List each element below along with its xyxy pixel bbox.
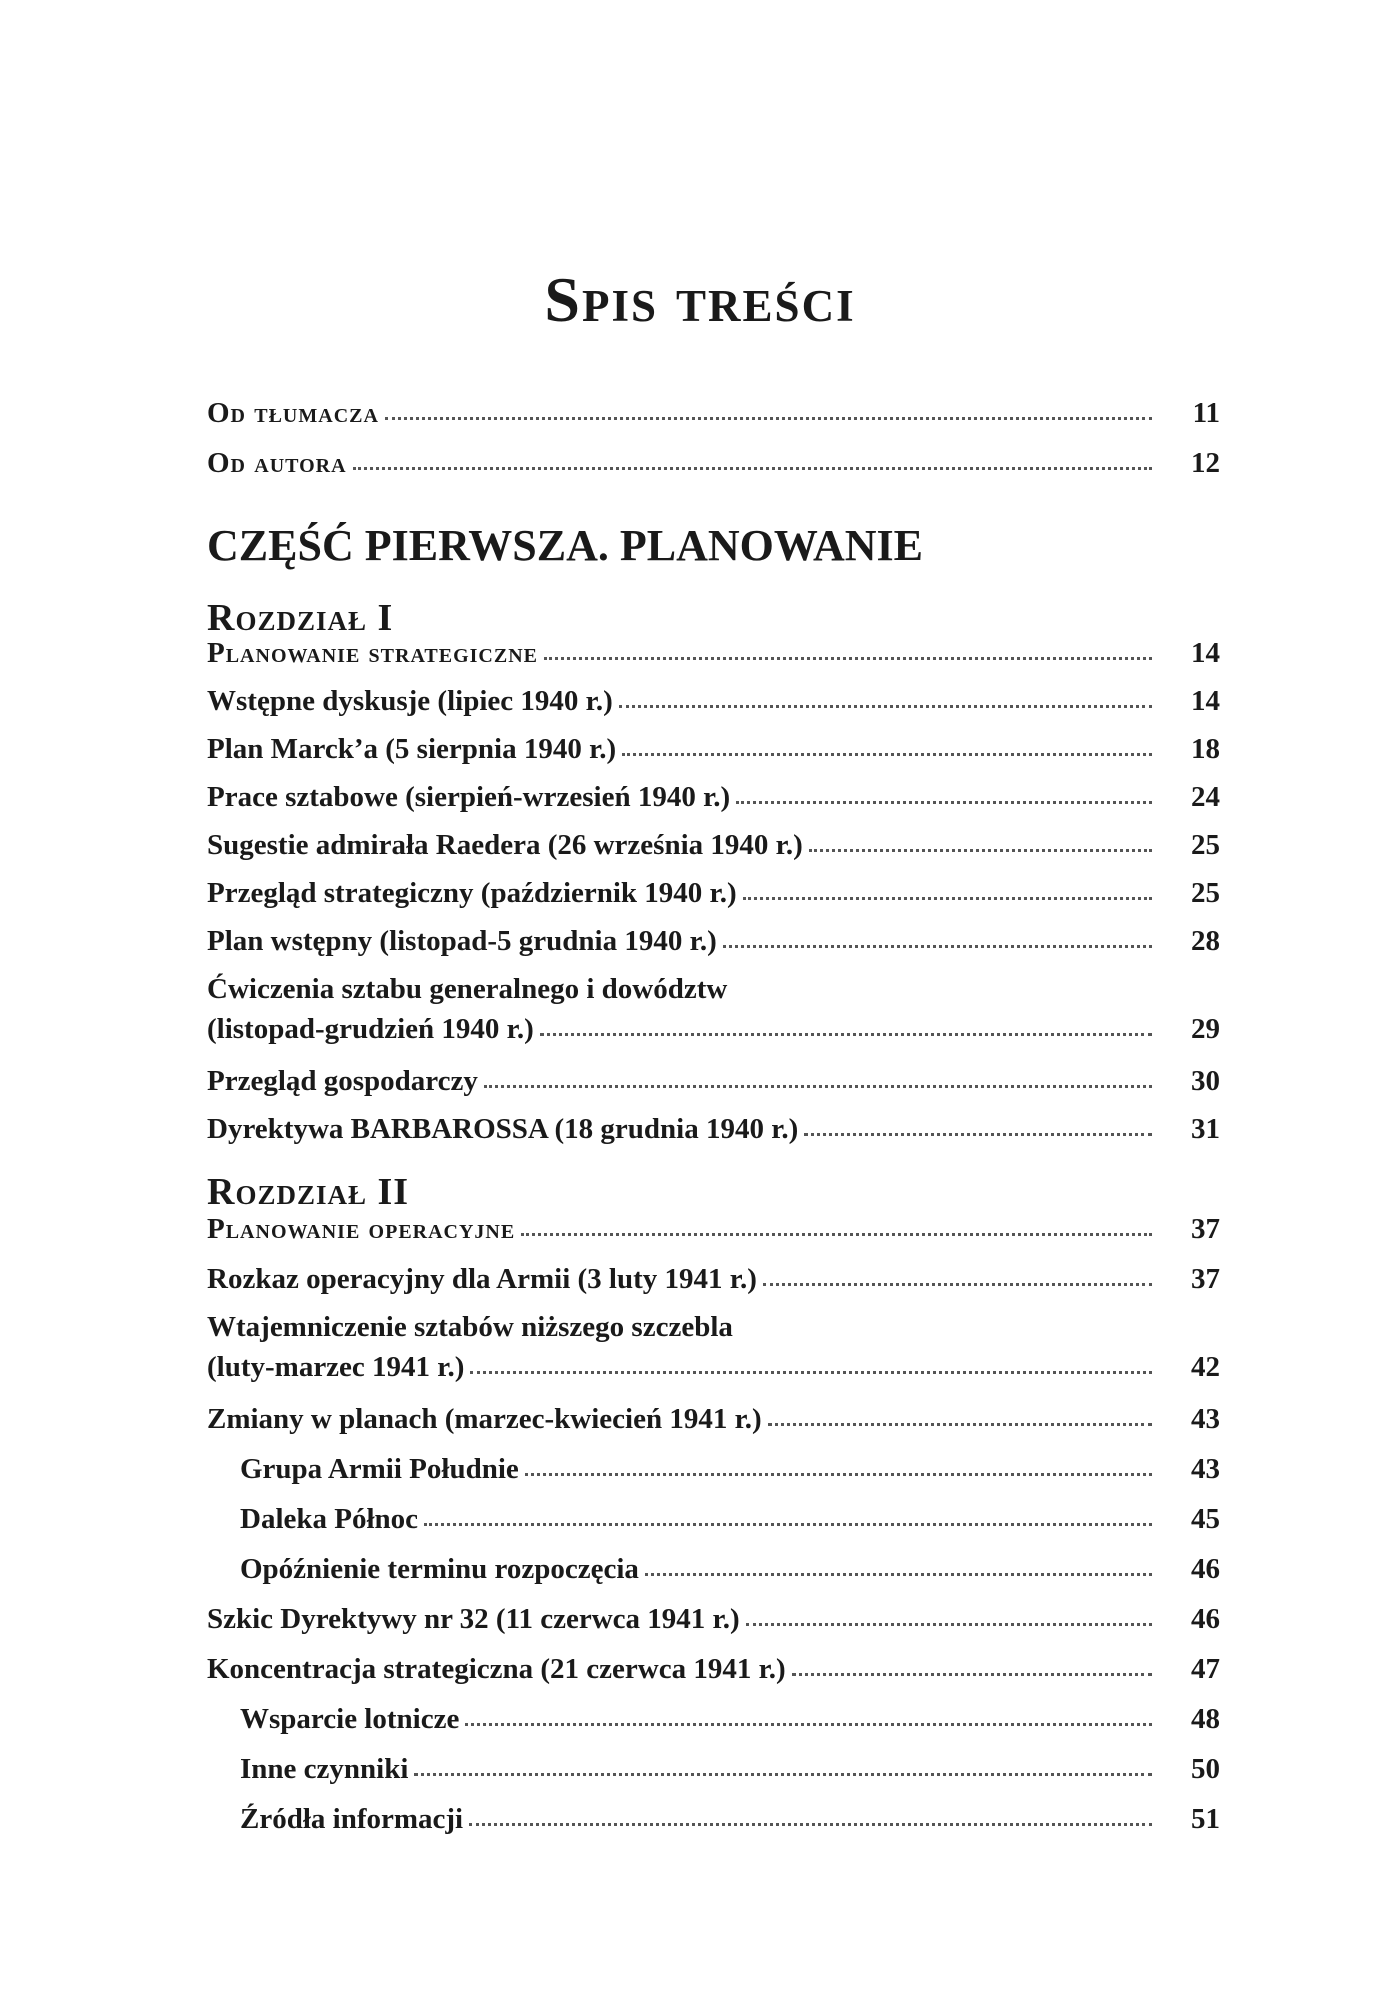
toc-entry-label: Opóźnienie terminu rozpoczęcia: [240, 1553, 639, 1585]
toc-entry-label: Inne czynniki: [240, 1753, 409, 1785]
dot-leader: [763, 1283, 1152, 1286]
toc-entry-label-line1: Ćwiczenia sztabu generalnego i dowództw: [207, 973, 728, 1005]
toc-entry-line2: [207, 1344, 1220, 1384]
toc-subentry[interactable]: [240, 1446, 1220, 1486]
toc-entry-label-line2: (listopad-grudzień 1940 r.): [207, 1013, 534, 1045]
toc-entry-label: Wsparcie lotnicze: [240, 1703, 460, 1735]
toc-entry[interactable]: [207, 1596, 1220, 1636]
toc-subentry[interactable]: [240, 1696, 1220, 1736]
dot-leader: [544, 657, 1152, 660]
toc-subentry[interactable]: [240, 1796, 1220, 1836]
toc-entry-page: 51: [1191, 1803, 1220, 1835]
toc-entry-page: 43: [1191, 1403, 1220, 1435]
toc-entry-label: Źródła informacji: [240, 1803, 464, 1835]
dot-leader: [484, 1085, 1152, 1088]
dot-leader: [723, 945, 1152, 948]
toc-entry-page: 43: [1191, 1453, 1220, 1485]
dot-leader: [353, 467, 1152, 470]
toc-entry-label: Prace sztabowe (sierpień-wrzesień 1940 r.): [207, 781, 731, 813]
toc-entry-page: 37: [1191, 1263, 1220, 1295]
toc-entry-label: Rozkaz operacyjny dla Armii (3 luty 1941 r.): [207, 1263, 757, 1295]
toc-entry[interactable]: [207, 1256, 1220, 1296]
toc-entry-page: 18: [1191, 733, 1220, 765]
toc-subentry[interactable]: [240, 1496, 1220, 1536]
toc-entry-multiline[interactable]: [207, 1310, 1220, 1384]
toc-entry-label: Sugestie admirała Raedera (26 września 1940 r.): [207, 829, 803, 861]
toc-entry-page: 46: [1191, 1603, 1220, 1635]
toc-entry-page: 48: [1191, 1703, 1220, 1735]
toc-entry-page: 11: [1192, 397, 1220, 429]
toc-entry-page: 14: [1191, 637, 1220, 669]
toc-entry[interactable]: [207, 1396, 1220, 1436]
dot-leader: [424, 1523, 1152, 1526]
part-heading: CZĘŚĆ PIERWSZA. PLANOWANIE: [207, 521, 924, 570]
toc-entry-label: Przegląd gospodarczy: [207, 1065, 478, 1097]
dot-leader: [809, 849, 1152, 852]
toc-entry-chapter-1-title[interactable]: [207, 630, 1220, 670]
toc-entry-page: 28: [1191, 925, 1220, 957]
dot-leader: [792, 1673, 1152, 1676]
dot-leader: [469, 1823, 1152, 1826]
toc-entry-label: Szkic Dyrektywy nr 32 (11 czerwca 1941 r.): [207, 1603, 740, 1635]
toc-entry-label: Od autora: [207, 447, 347, 479]
toc-entry-page: 25: [1191, 829, 1220, 861]
page-title: Spis treści: [544, 264, 856, 335]
toc-entry-label: Dyrektywa BARBAROSSA (18 grudnia 1940 r.): [207, 1113, 799, 1145]
dot-leader: [414, 1773, 1152, 1776]
toc-entry[interactable]: [207, 678, 1220, 718]
toc-entry[interactable]: [207, 774, 1220, 814]
toc-entry-label: Daleka Północ: [240, 1503, 419, 1535]
toc-entry[interactable]: [207, 918, 1220, 958]
toc-entry-page: 24: [1191, 781, 1220, 813]
toc-entry-line2: [207, 1006, 1220, 1046]
toc-entry-label-line2: (luty-marzec 1941 r.): [207, 1351, 465, 1383]
toc-entry-page: 12: [1191, 447, 1220, 479]
toc-entry-page: 31: [1191, 1113, 1220, 1145]
toc-entry[interactable]: [207, 1106, 1220, 1146]
dot-leader: [470, 1371, 1152, 1374]
dot-leader: [540, 1033, 1152, 1036]
dot-leader: [804, 1133, 1152, 1136]
toc-entry-page: 30: [1191, 1065, 1220, 1097]
chapter-heading-1: Rozdział I: [207, 597, 394, 639]
chapter-heading-2: Rozdział II: [207, 1171, 410, 1213]
toc-entry-label: Plan Marck’a (5 sierpnia 1940 r.): [207, 733, 617, 765]
toc-entry[interactable]: [207, 1058, 1220, 1098]
toc-entry-page: 14: [1191, 685, 1220, 717]
toc-entry-page: 37: [1191, 1213, 1220, 1245]
toc-entry-label: Zmiany w planach (marzec-kwiecień 1941 r.): [207, 1403, 762, 1435]
dot-leader: [619, 705, 1152, 708]
toc-entry-page: 50: [1191, 1753, 1220, 1785]
toc-entry[interactable]: [207, 1646, 1220, 1686]
toc-entry-label: Planowanie strategiczne: [207, 637, 538, 669]
toc-entry-od-autora[interactable]: [207, 440, 1220, 480]
dot-leader: [645, 1573, 1152, 1576]
toc-entry-page: 29: [1191, 1013, 1220, 1045]
dot-leader: [743, 897, 1152, 900]
dot-leader: [385, 417, 1152, 420]
toc-subentry[interactable]: [240, 1546, 1220, 1586]
toc-entry-page: 45: [1191, 1503, 1220, 1535]
dot-leader: [521, 1233, 1152, 1236]
dot-leader: [465, 1723, 1152, 1726]
toc-entry-label: Koncentracja strategiczna (21 czerwca 1941 r.): [207, 1653, 786, 1685]
toc-entry-page: 25: [1191, 877, 1220, 909]
dot-leader: [746, 1623, 1152, 1626]
toc-entry[interactable]: [207, 870, 1220, 910]
dot-leader: [736, 801, 1152, 804]
toc-entry-label: Grupa Armii Południe: [240, 1453, 519, 1485]
toc-entry-chapter-2-title[interactable]: [207, 1206, 1220, 1246]
toc-entry-label: Przegląd strategiczny (październik 1940 r.): [207, 877, 737, 909]
toc-entry-label: Plan wstępny (listopad-5 grudnia 1940 r.): [207, 925, 717, 957]
toc-entry-multiline[interactable]: [207, 972, 1220, 1046]
toc-entry[interactable]: [207, 822, 1220, 862]
dot-leader: [525, 1473, 1152, 1476]
toc-entry-page: 42: [1191, 1351, 1220, 1383]
toc-entry-label-line1: Wtajemniczenie sztabów niższego szczebla: [207, 1311, 733, 1343]
toc-entry-label: Od tłumacza: [207, 397, 379, 429]
toc-entry-page: 47: [1191, 1653, 1220, 1685]
toc-entry-page: 46: [1191, 1553, 1220, 1585]
toc-entry-od-tlumacza[interactable]: [207, 390, 1220, 430]
toc-entry-label: Planowanie operacyjne: [207, 1213, 516, 1245]
dot-leader: [768, 1423, 1152, 1426]
toc-entry-label: Wstępne dyskusje (lipiec 1940 r.): [207, 685, 613, 717]
toc-entry[interactable]: [207, 726, 1220, 766]
toc-subentry[interactable]: [240, 1746, 1220, 1786]
dot-leader: [622, 753, 1152, 756]
